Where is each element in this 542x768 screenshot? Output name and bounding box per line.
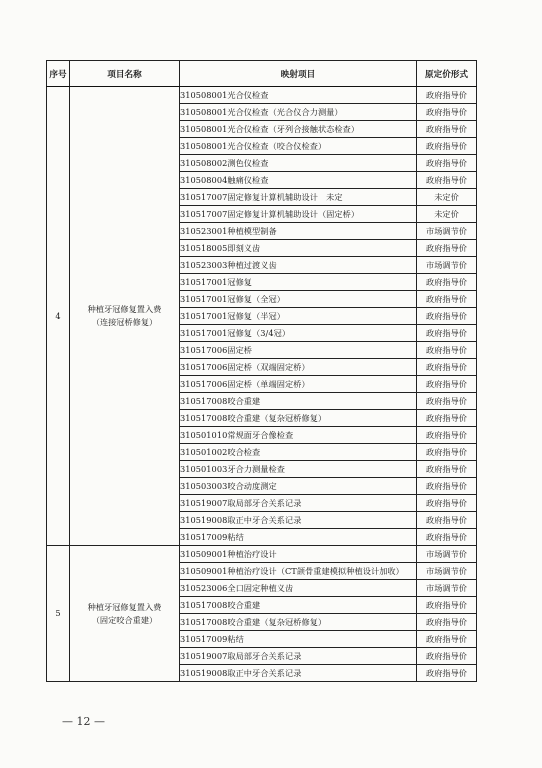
mapped-item-cell: 310523003种植过渡义齿 [180,257,417,274]
mapped-item-cell: 310523006全口固定种植义齿 [180,580,417,597]
pricing-form-cell: 政府指导价 [417,529,477,546]
mapped-item-cell: 310501010常规面牙合像检查 [180,427,417,444]
pricing-form-cell: 政府指导价 [417,104,477,121]
group-name-line2: （连接冠桥修复） [91,317,158,327]
mapped-item-cell: 310517008咬合重建（复杂冠桥修复） [180,410,417,427]
pricing-form-cell: 政府指导价 [417,87,477,104]
mapped-item-cell: 310519007取局部牙合关系记录 [180,495,417,512]
group-seq-cell: 4 [47,87,70,546]
pricing-form-cell: 政府指导价 [417,359,477,376]
mapped-item-cell: 310517006固定桥（单端固定桥） [180,376,417,393]
mapped-item-cell: 310509001种植治疗设计 [180,546,417,563]
pricing-form-cell: 政府指导价 [417,240,477,257]
header-pricing-form: 原定价形式 [417,61,477,87]
header-item-name: 项目名称 [70,61,180,87]
mapped-item-cell: 310519007取局部牙合关系记录 [180,648,417,665]
mapped-item-cell: 310503003咬合动度测定 [180,478,417,495]
mapped-item-cell: 310519008取正中牙合关系记录 [180,665,417,682]
mapped-item-cell: 310517008咬合重建 [180,393,417,410]
mapped-item-cell: 310517006固定桥 [180,342,417,359]
mapped-item-cell: 310519008取正中牙合关系记录 [180,512,417,529]
table-row [47,87,477,104]
pricing-form-cell: 政府指导价 [417,274,477,291]
pricing-form-cell: 市场调节价 [417,580,477,597]
pricing-form-cell: 市场调节价 [417,223,477,240]
pricing-form-cell: 政府指导价 [417,427,477,444]
pricing-form-cell: 政府指导价 [417,308,477,325]
pricing-form-cell: 政府指导价 [417,461,477,478]
pricing-form-cell: 政府指导价 [417,648,477,665]
group-name-cell [70,546,180,682]
pricing-form-cell: 政府指导价 [417,121,477,138]
header-seq: 序号 [47,61,70,87]
mapped-item-cell: 310517001冠修复（3/4冠） [180,325,417,342]
mapped-item-cell: 310517009粘结 [180,631,417,648]
pricing-form-cell: 政府指导价 [417,444,477,461]
pricing-form-cell: 政府指导价 [417,665,477,682]
pricing-form-cell: 未定价 [417,189,477,206]
mapped-item-cell: 310518005即刻义齿 [180,240,417,257]
mapped-item-cell: 310509001种植治疗设计（CT颌骨重建模拟种植设计加收） [180,563,417,580]
pricing-form-cell: 政府指导价 [417,512,477,529]
mapped-item-cell: 310517001冠修复 [180,274,417,291]
pricing-form-cell: 政府指导价 [417,495,477,512]
pricing-form-cell: 政府指导价 [417,478,477,495]
mapped-item-cell: 310517008咬合重建 [180,597,417,614]
pricing-form-cell: 市场调节价 [417,563,477,580]
pricing-form-cell: 政府指导价 [417,342,477,359]
mapped-item-cell: 310508001光合仪检查 [180,87,417,104]
pricing-form-cell: 政府指导价 [417,172,477,189]
pricing-form-cell: 未定价 [417,206,477,223]
pricing-form-cell: 政府指导价 [417,155,477,172]
mapped-item-cell: 310508001光合仪检查（光合仪合力测量） [180,104,417,121]
group-name-cell [70,87,180,546]
mapped-item-cell: 310517007固定修复计算机辅助设计 未定 [180,189,417,206]
pricing-form-cell: 政府指导价 [417,376,477,393]
group-name-line2: （固定咬合重建） [91,614,158,625]
header-mapped-item: 映射项目 [180,61,417,87]
mapped-item-cell: 310501003牙合力测量检查 [180,461,417,478]
group-name-line1: 种植牙冠修复置入费 [87,304,162,314]
table-row [47,546,477,563]
mapped-item-cell: 310508002测色仪检查 [180,155,417,172]
pricing-form-cell: 市场调节价 [417,257,477,274]
pricing-form-cell: 政府指导价 [417,393,477,410]
pricing-mapping-table [46,60,477,682]
group-seq-cell: 5 [47,546,70,682]
mapped-item-cell: 310517008咬合重建（复杂冠桥修复） [180,614,417,631]
page-number: — 12 — [62,715,105,728]
mapped-item-cell: 310517001冠修复（全冠） [180,291,417,308]
pricing-form-cell: 政府指导价 [417,291,477,308]
table-body [47,87,477,682]
pricing-form-cell: 政府指导价 [417,325,477,342]
mapped-item-cell: 310517007固定修复计算机辅助设计（固定桥） [180,206,417,223]
pricing-form-cell: 政府指导价 [417,597,477,614]
mapped-item-cell: 310517006固定桥（双端固定桥） [180,359,417,376]
table-header-row [47,61,477,87]
pricing-form-cell: 市场调节价 [417,546,477,563]
pricing-form-cell: 政府指导价 [417,138,477,155]
mapped-item-cell: 310517001冠修复（半冠） [180,308,417,325]
group-name-line1: 种植牙冠修复置入费 [87,601,162,612]
mapped-item-cell: 310508001光合仪检查（牙列合接触状态检查） [180,121,417,138]
mapped-item-cell: 310517009粘结 [180,529,417,546]
mapped-item-cell: 310508001光合仪检查（咬合仪检查） [180,138,417,155]
pricing-form-cell: 政府指导价 [417,410,477,427]
mapped-item-cell: 310508004触痛仪检查 [180,172,417,189]
mapped-item-cell: 310523001种植模型制备 [180,223,417,240]
pricing-form-cell: 政府指导价 [417,614,477,631]
mapped-item-cell: 310501002咬合检查 [180,444,417,461]
pricing-form-cell: 政府指导价 [417,631,477,648]
